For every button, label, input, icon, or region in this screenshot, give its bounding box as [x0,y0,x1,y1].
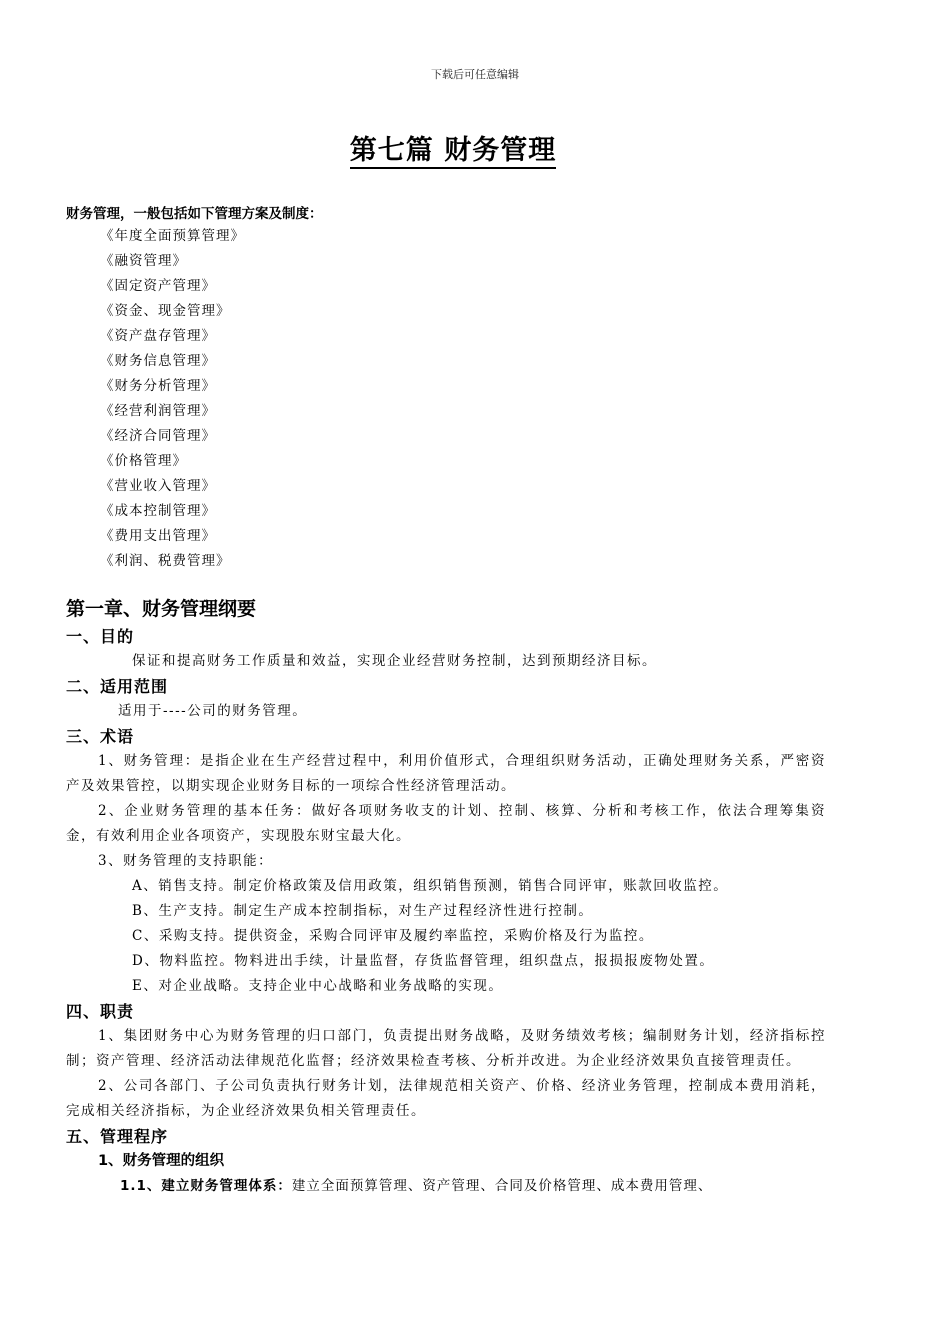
header-note: 下载后可任意编辑 [431,68,519,81]
list-item: 《资产盘存管理》 [100,328,216,344]
support-item: E、对企业战略。支持企业中心战略和业务战略的实现。 [132,978,504,994]
section-heading-procedure: 五、管理程序 [66,1127,169,1146]
section-heading-terms: 三、术语 [66,727,135,746]
list-item: 《资金、现金管理》 [100,303,231,319]
terms-paragraph-2: 2、企业财务管理的基本任务：做好各项财务收支的计划、控制、核算、分析和考核工作，依法合理筹集资金，有效利用企业各项资产，实现股东财宝最大化。 [66,803,826,844]
list-item: 《价格管理》 [100,453,187,469]
section-text-scope: 适用于----公司的财务管理。 [118,703,308,719]
section-heading-duties: 四、职责 [66,1002,135,1021]
terms-paragraph-3: 3、财务管理的支持职能： [98,853,274,869]
list-item: 《融资管理》 [100,253,187,269]
list-item: 《费用支出管理》 [100,528,216,544]
duties-paragraph-1: 1、集团财务中心为财务管理的归口部门，负责提出财务战略，及财务绩效考核；编制财务计划，经济指标控制；资产管理、经济活动法律规范化监督；经济效果检查考核、分析并改进。为企业经济效果负直接管理责任。 [66,1028,826,1069]
chapter-heading: 第一章、财务管理纲要 [66,598,257,620]
list-item: 《经营利润管理》 [100,403,216,419]
section-text-purpose: 保证和提高财务工作质量和效益，实现企业经营财务控制，达到预期经济目标。 [132,653,657,669]
section-heading-purpose: 一、目的 [66,627,135,646]
regulation-list [100,224,245,574]
subsection-heading-organization: 1、财务管理的组织 [98,1153,225,1169]
list-item: 《经济合同管理》 [100,428,216,444]
title-text: 第七篇 财务管理 [350,135,556,169]
list-item: 《财务分析管理》 [100,378,216,394]
support-item: C、采购支持。提供资金，采购合同评审及履约率监控，采购价格及行为监控。 [132,928,654,944]
subsubsection-system [66,1174,826,1199]
list-item: 《成本控制管理》 [100,503,216,519]
support-item: D、物料监控。物料进出手续，计量监督，存货监督管理，组织盘点，报损报废物处置。 [132,953,715,969]
intro-text: 财务管理，一般包括如下管理方案及制度： [66,206,323,222]
document-title [0,128,906,167]
list-item: 《营业收入管理》 [100,478,216,494]
subsubsection-label: 1.1、建立财务管理体系： [120,1178,292,1194]
chapter-body [66,594,826,1199]
terms-paragraph-1: 1、财务管理：是指企业在生产经营过程中，利用价值形式，合理组织财务活动，正确处理财务关系，严密资产及效果管控，以期实现企业财务目标的一项综合性经济管理活动。 [66,753,826,794]
duties-paragraph-2: 2、公司各部门、子公司负责执行财务计划，法律规范相关资产、价格、经济业务管理，控制成本费用消耗，完成相关经济指标，为企业经济效果负相关管理责任。 [66,1078,826,1119]
list-item: 《财务信息管理》 [100,353,216,369]
support-item: B、生产支持。制定生产成本控制指标，对生产过程经济性进行控制。 [132,903,594,919]
list-item: 《年度全面预算管理》 [100,228,245,244]
support-item: A、销售支持。制定价格政策及信用政策，组织销售预测，销售合同评审，账款回收监控。 [132,878,729,894]
section-heading-scope: 二、适用范围 [66,677,169,696]
subsubsection-text: 建立全面预算管理、资产管理、合同及价格管理、成本费用管理、 [291,1178,713,1194]
list-item: 《固定资产管理》 [100,278,216,294]
list-item: 《利润、税费管理》 [100,553,231,569]
